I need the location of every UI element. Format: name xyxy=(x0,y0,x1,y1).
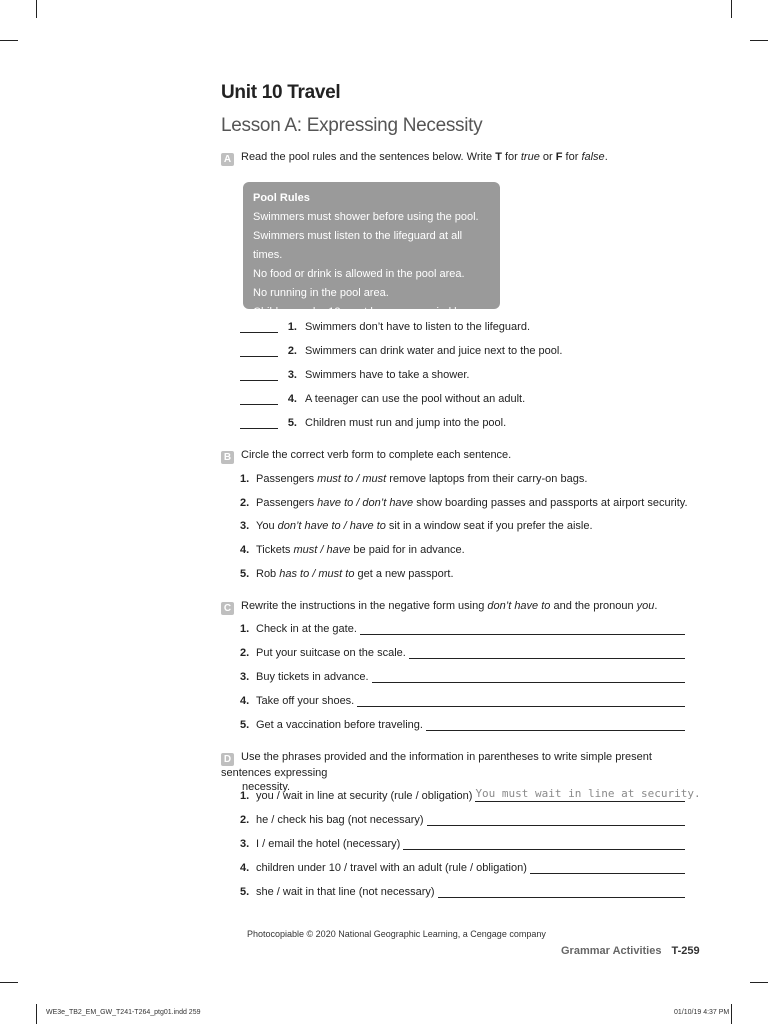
answer-line[interactable] xyxy=(403,837,685,850)
verb-choice[interactable]: have to / don’t have xyxy=(317,497,414,509)
answer-line[interactable] xyxy=(360,622,685,635)
section-b-instruction xyxy=(221,448,691,464)
list-item xyxy=(240,417,506,429)
item-text: You xyxy=(256,520,278,532)
item-number: 2. xyxy=(240,647,250,659)
answer-line[interactable] xyxy=(409,646,685,659)
list-item xyxy=(240,885,685,898)
item-number: 4. xyxy=(240,695,250,707)
instruction-text: . xyxy=(654,600,658,612)
true-word: true xyxy=(520,151,540,163)
pool-rule: No running in the pool area. xyxy=(253,287,389,299)
item-text: Tickets xyxy=(256,544,294,556)
item-text: Rob xyxy=(256,568,280,580)
false-letter: F xyxy=(555,151,563,163)
item-text: remove laptops from their carry-on bags. xyxy=(386,473,588,485)
true-letter: T xyxy=(495,151,502,163)
instruction-text: Read the pool rules and the sentences below. Write xyxy=(241,151,496,163)
page-number: T-259 xyxy=(671,945,700,957)
list-item xyxy=(240,520,593,532)
answer-line[interactable] xyxy=(438,885,685,898)
item-number: 5. xyxy=(240,568,250,580)
crop-mark xyxy=(36,1004,37,1024)
list-item xyxy=(240,369,469,381)
item-number: 5. xyxy=(287,417,297,429)
item-text: A teenager can use the pool without an adult. xyxy=(305,393,526,405)
section-c-badge: C xyxy=(221,602,234,615)
item-number: 5. xyxy=(240,719,250,731)
item-text: Put your suitcase on the scale. xyxy=(256,647,406,659)
answer-blank[interactable] xyxy=(240,345,278,357)
item-text: Passengers xyxy=(256,497,318,509)
list-item xyxy=(240,321,530,333)
answer-line[interactable] xyxy=(427,813,685,826)
instruction-text: for xyxy=(562,151,582,163)
item-text: Take off your shoes. xyxy=(256,695,355,707)
item-text: I / email the hotel (necessary) xyxy=(256,838,401,850)
crop-mark xyxy=(0,982,18,983)
instruction-text: for xyxy=(501,151,521,163)
item-text: be paid for in advance. xyxy=(350,544,465,556)
verb-choice[interactable]: has to / must to xyxy=(279,568,355,580)
item-text: show boarding passes and passports at airport security. xyxy=(413,497,688,509)
item-text: Swimmers have to take a shower. xyxy=(305,369,470,381)
list-item xyxy=(240,670,685,683)
item-number: 1. xyxy=(287,321,297,333)
list-item xyxy=(240,718,685,731)
item-number: 4. xyxy=(240,862,250,874)
list-item xyxy=(240,646,685,659)
item-number: 3. xyxy=(240,520,250,532)
list-item xyxy=(240,497,688,509)
item-number: 5. xyxy=(240,886,250,898)
verb-choice[interactable]: don’t have to / have to xyxy=(277,520,386,532)
item-number: 3. xyxy=(287,369,297,381)
item-text: Buy tickets in advance. xyxy=(256,671,369,683)
list-item xyxy=(240,568,454,580)
list-item xyxy=(240,544,465,556)
instruction-text: Circle the correct verb form to complete each sentence. xyxy=(241,449,512,461)
item-text: Children must run and jump into the pool. xyxy=(305,417,507,429)
file-slug: WE3e_TB2_EM_GW_T241-T264_ptg01.indd 259 xyxy=(46,1009,201,1016)
crop-mark xyxy=(750,982,768,983)
section-b-badge: B xyxy=(221,451,234,464)
lesson-title: Lesson A: Expressing Necessity xyxy=(221,115,483,136)
crop-mark xyxy=(0,40,18,41)
item-text: Passengers xyxy=(256,473,318,485)
section-a-instruction xyxy=(221,150,691,166)
answer-blank[interactable] xyxy=(240,369,278,381)
instruction-text: Rewrite the instructions in the negative form using xyxy=(241,600,488,612)
list-item xyxy=(240,694,685,707)
copyright-notice: Photocopiable © 2020 National Geographic Learning, a Cengage company xyxy=(247,929,546,939)
instruction-text: necessity. xyxy=(242,781,291,793)
section-label: Grammar Activities xyxy=(561,945,662,957)
list-item xyxy=(240,813,685,826)
item-text: Swimmers don’t have to listen to the lifeguard. xyxy=(305,321,531,333)
answer-blank[interactable] xyxy=(240,393,278,405)
sample-answer: You must wait in line at security. xyxy=(475,787,701,800)
list-item xyxy=(240,622,685,635)
print-date: 01/10/19 4:37 PM xyxy=(674,1009,730,1016)
item-text: Get a vaccination before traveling. xyxy=(256,719,423,731)
list-item xyxy=(240,473,587,485)
item-number: 1. xyxy=(240,473,250,485)
false-word: false xyxy=(581,151,605,163)
item-text: you / wait in line at security (rule / obligation) xyxy=(256,790,473,802)
instruction-text: and the pronoun xyxy=(550,600,637,612)
instruction-text: . xyxy=(604,151,608,163)
answer-blank[interactable] xyxy=(240,417,278,429)
instruction-text: or xyxy=(539,151,556,163)
item-number: 2. xyxy=(240,814,250,826)
item-text: she / wait in that line (not necessary) xyxy=(256,886,435,898)
item-number: 4. xyxy=(287,393,297,405)
pool-rule: Swimmers must listen to the lifeguard at all times. xyxy=(253,230,463,261)
section-c-instruction xyxy=(221,599,691,615)
item-number: 2. xyxy=(287,345,297,357)
verb-choice[interactable]: must to / must xyxy=(317,473,387,485)
pool-rule: No food or drink is allowed in the pool area. xyxy=(253,268,465,280)
answer-line[interactable] xyxy=(357,694,685,707)
item-number: 1. xyxy=(240,790,250,802)
item-number: 3. xyxy=(240,671,250,683)
item-number: 1. xyxy=(240,623,250,635)
instruction-emphasis: don’t have to xyxy=(487,600,551,612)
list-item xyxy=(240,393,525,405)
list-item xyxy=(240,837,685,850)
list-item xyxy=(240,345,562,357)
answer-line[interactable] xyxy=(530,861,685,874)
list-item xyxy=(240,861,685,874)
answer-blank[interactable] xyxy=(240,321,278,333)
instruction-text: Use the phrases provided and the information in parentheses to write simple present sentences expressing xyxy=(221,751,652,779)
section-d-badge: D xyxy=(221,753,234,766)
pool-rule: Children under 12 must be accompanied by an adult. xyxy=(253,306,482,337)
answer-line[interactable] xyxy=(475,787,701,802)
crop-mark xyxy=(731,0,732,18)
item-text: Check in at the gate. xyxy=(256,623,357,635)
crop-mark xyxy=(36,0,37,18)
verb-choice[interactable]: must / have xyxy=(293,544,351,556)
item-text: sit in a window seat if you prefer the aisle. xyxy=(385,520,593,532)
pool-rule: Swimmers must shower before using the pool. xyxy=(253,211,479,223)
answer-line[interactable] xyxy=(372,670,685,683)
page-title: Unit 10 Travel xyxy=(221,82,341,103)
item-text: get a new passport. xyxy=(354,568,454,580)
crop-mark xyxy=(731,1004,732,1024)
item-number: 4. xyxy=(240,544,250,556)
item-number: 3. xyxy=(240,838,250,850)
item-text: Swimmers can drink water and juice next to the pool. xyxy=(305,345,563,357)
item-text: children under 10 / travel with an adult (rule / obligation) xyxy=(256,862,527,874)
item-number: 2. xyxy=(240,497,250,509)
answer-line[interactable] xyxy=(426,718,685,731)
instruction-emphasis: you xyxy=(636,600,655,612)
pool-rules-title: Pool Rules xyxy=(253,192,310,204)
page-footer xyxy=(561,945,700,957)
item-text: he / check his bag (not necessary) xyxy=(256,814,424,826)
crop-mark xyxy=(750,40,768,41)
section-a-badge: A xyxy=(221,153,234,166)
